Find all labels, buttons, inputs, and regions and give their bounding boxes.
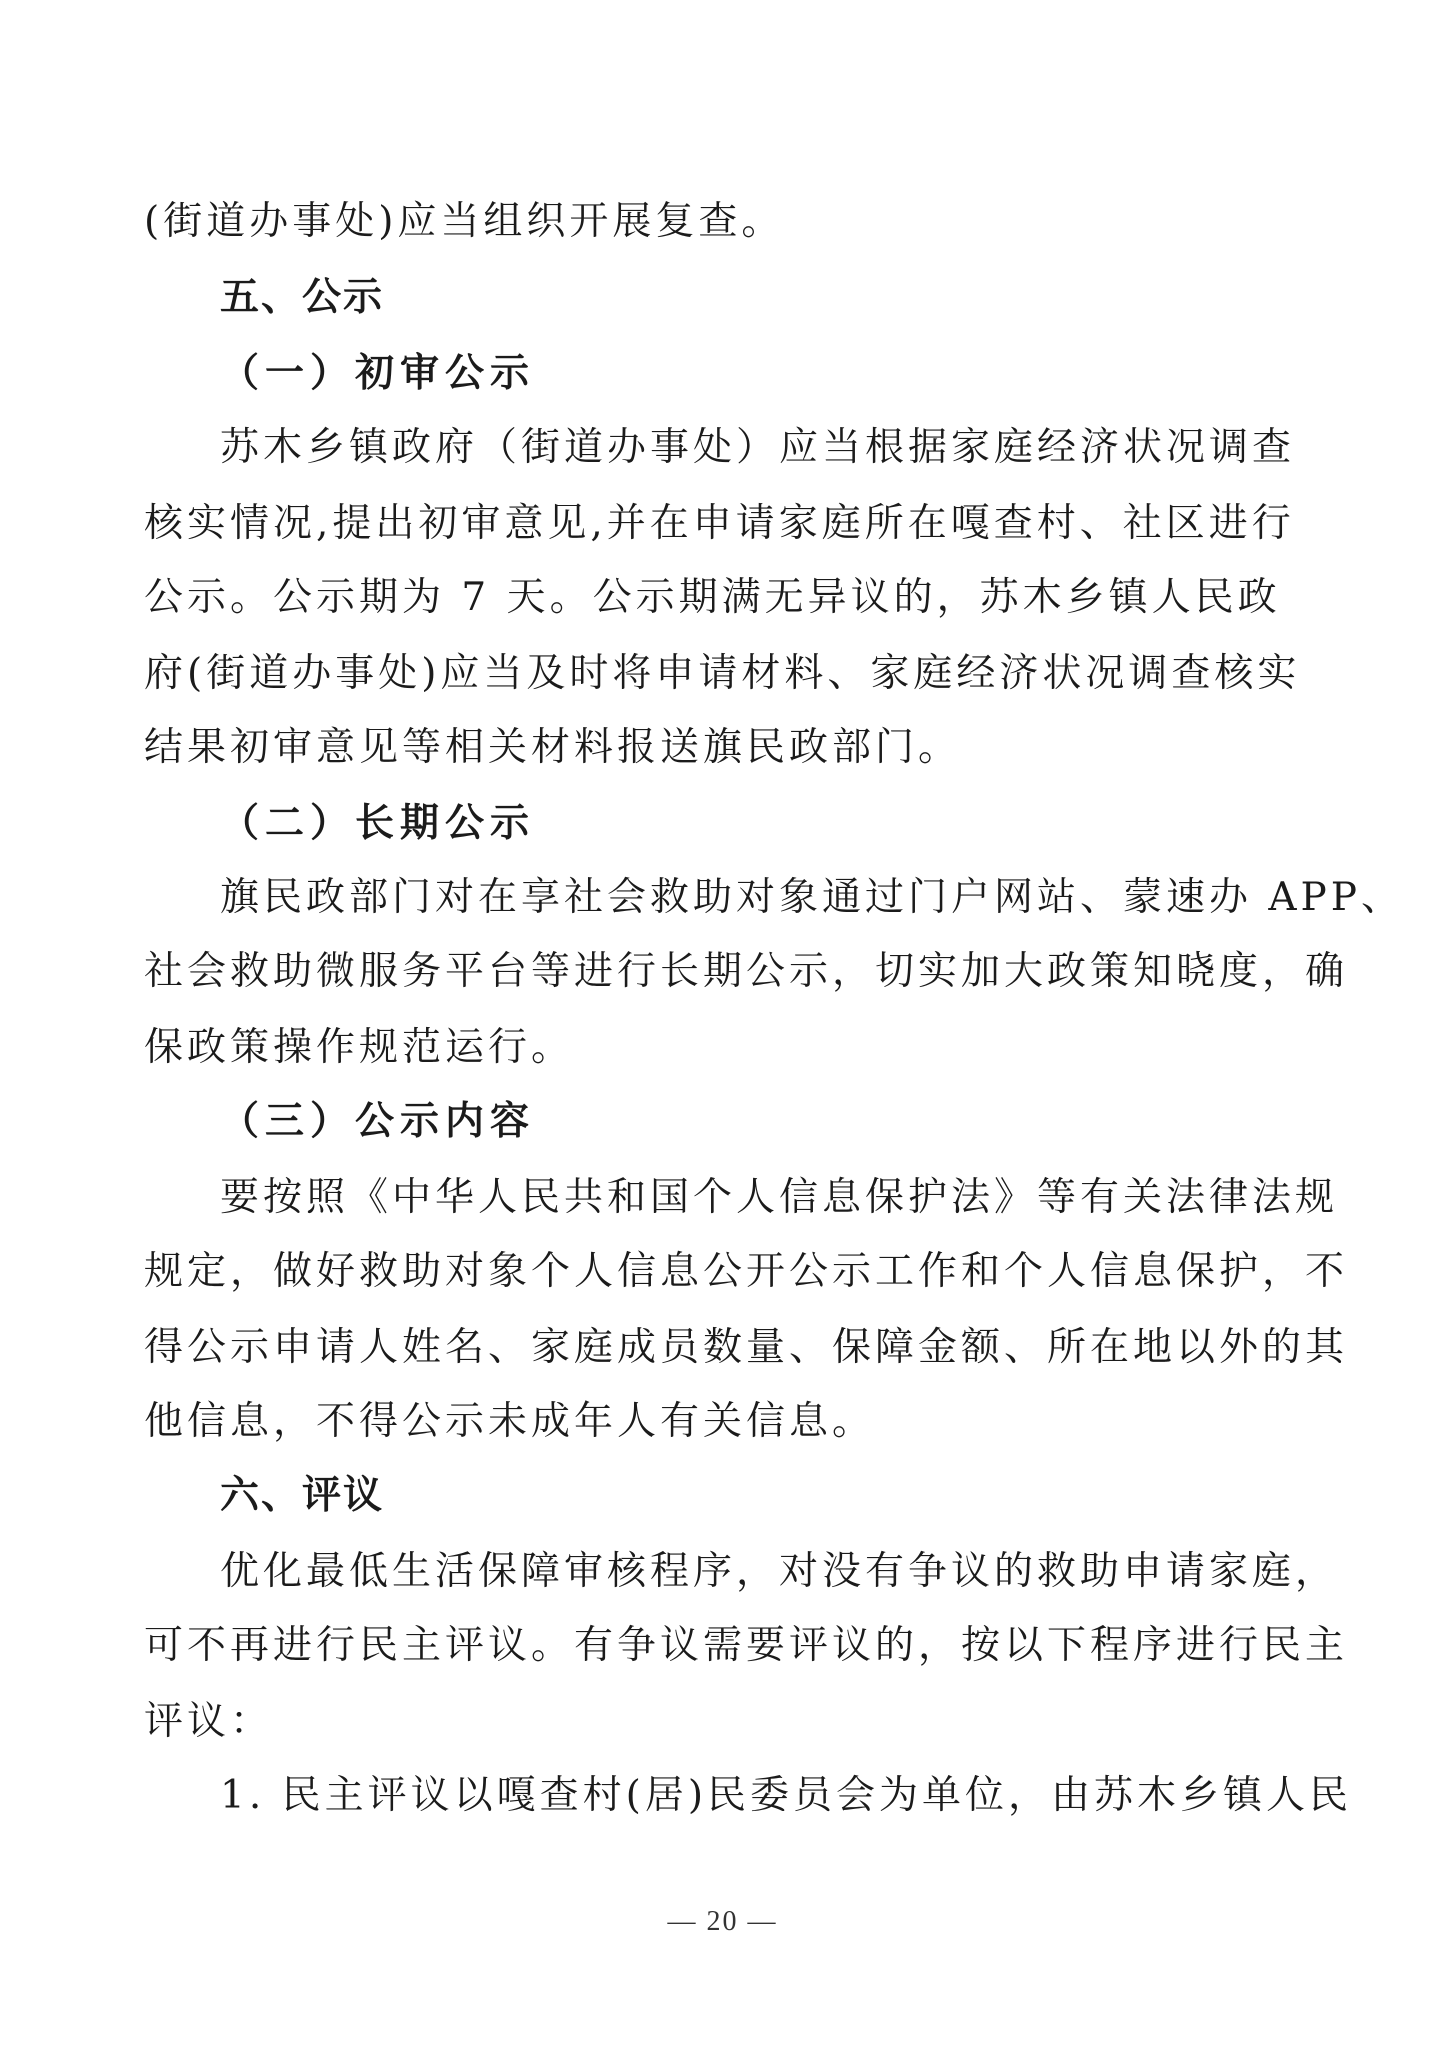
paragraph-line: 保政策操作规范运行。 xyxy=(144,1025,575,1070)
subsection-heading-long-term: （二）长期公示 xyxy=(220,801,536,846)
paragraph-line: 社会救助微服务平台等进行长期公示，切实加大政策知晓度，确 xyxy=(144,949,1349,994)
paragraph-line: 得公示申请人姓名、家庭成员数量、保障金额、所在地以外的其 xyxy=(144,1325,1349,1370)
subsection-heading-content: （三）公示内容 xyxy=(220,1099,536,1144)
paragraph-line: (街道办事处)应当组织开展复查。 xyxy=(144,199,785,244)
paragraph-line: 核实情况,提出初审意见,并在申请家庭所在嘎查村、社区进行 xyxy=(144,501,1295,546)
paragraph-line: 可不再进行民主评议。有争议需要评议的，按以下程序进行民主 xyxy=(144,1623,1349,1668)
subsection-heading-initial-review: （一）初审公示 xyxy=(220,351,536,396)
paragraph-line: 优化最低生活保障审核程序，对没有争议的救助申请家庭， xyxy=(220,1549,1339,1594)
paragraph-line: 苏木乡镇政府（街道办事处）应当根据家庭经济状况调查 xyxy=(220,425,1296,470)
section-heading-publicity: 五、公示 xyxy=(220,275,385,320)
paragraph-line: 府(街道办事处)应当及时将申请材料、家庭经济状况调查核实 xyxy=(144,651,1301,696)
section-heading-review: 六、评议 xyxy=(220,1473,385,1518)
paragraph-line: 他信息，不得公示未成年人有关信息。 xyxy=(144,1399,876,1444)
paragraph-line: 旗民政部门对在享社会救助对象通过门户网站、蒙速办 APP、 xyxy=(220,875,1405,920)
paragraph-line: 规定，做好救助对象个人信息公开公示工作和个人信息保护，不 xyxy=(144,1249,1349,1294)
list-item: 1. 民主评议以嘎查村(居)民委员会为单位，由苏木乡镇人民 xyxy=(220,1773,1353,1818)
paragraph-line: 要按照《中华人民共和国个人信息保护法》等有关法律法规 xyxy=(220,1175,1339,1220)
paragraph-line: 结果初审意见等相关材料报送旗民政部门。 xyxy=(144,725,962,770)
page-number: — 20 — xyxy=(667,1906,778,1937)
paragraph-line: 公示。公示期为 7 天。公示期满无异议的，苏木乡镇人民政 xyxy=(144,575,1281,620)
paragraph-line: 评议： xyxy=(144,1699,274,1744)
